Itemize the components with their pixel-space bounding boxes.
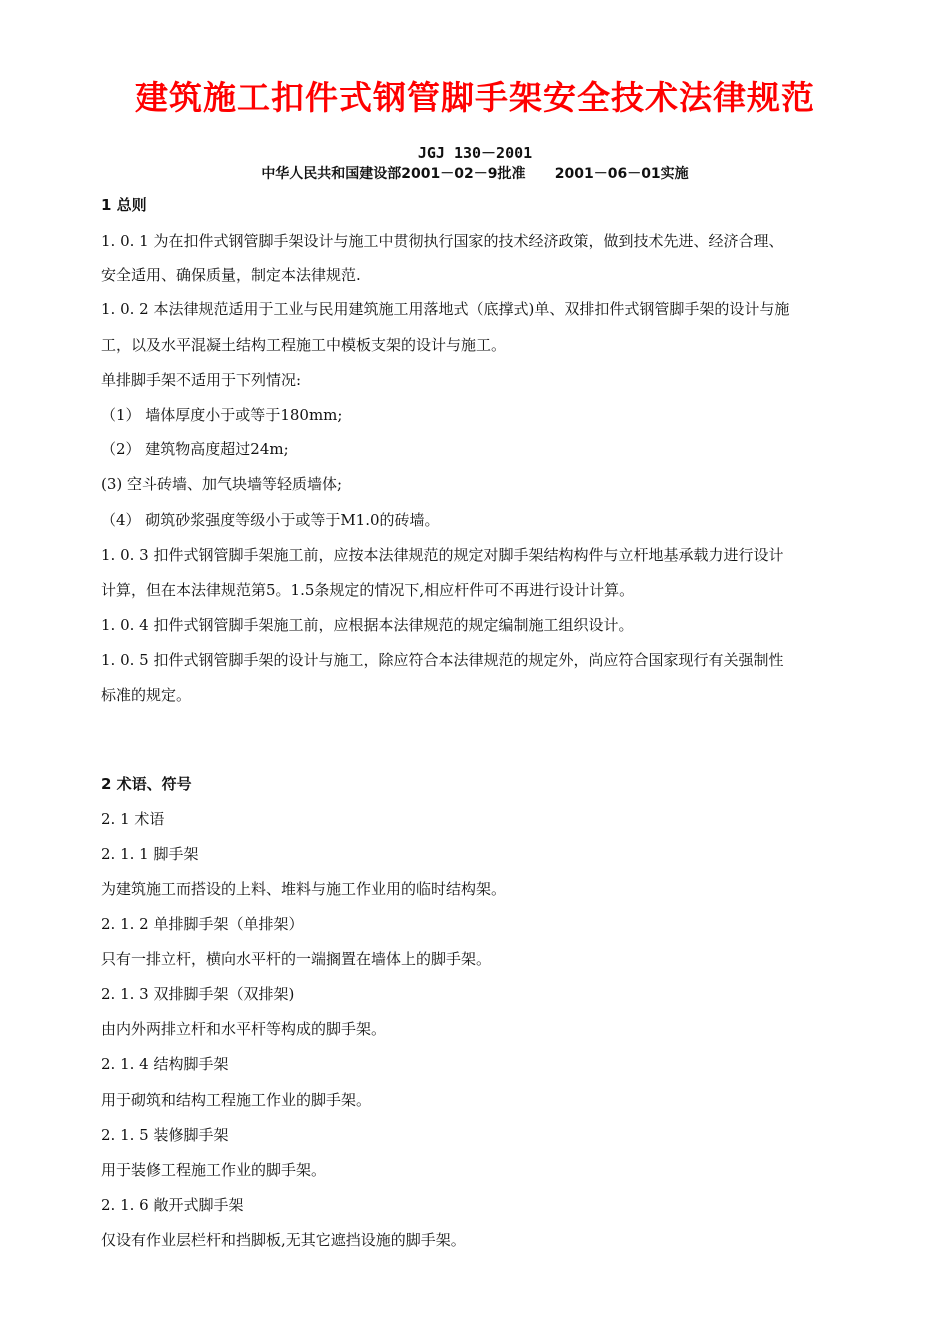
term-definition: 为建筑施工而搭设的上料、堆料与施工作业用的临时结构架。: [101, 880, 507, 898]
term-heading: 2. 1. 2 单排脚手架（单排架）: [101, 915, 304, 933]
list-item: (3) 空斗砖墙、加气块墙等轻质墙体;: [101, 475, 343, 493]
term-definition: 只有一排立杆，横向水平杆的一端搁置在墙体上的脚手架。: [101, 950, 492, 968]
term-definition: 由内外两排立杆和水平杆等构成的脚手架。: [101, 1020, 387, 1038]
term-heading: 2. 1. 6 敞开式脚手架: [101, 1196, 244, 1214]
list-item: （4） 砌筑砂浆强度等级小于或等于M1.0的砖墙。: [101, 511, 440, 529]
term-heading: 2. 1. 1 脚手架: [101, 845, 199, 863]
term-heading: 2. 1. 5 装修脚手架: [101, 1126, 229, 1144]
paragraph-line: 1. 0. 2 本法律规范适用于工业与民用建筑施工用落地式（底撑式)单、双排扣件式钢管脚手架的设计与施: [101, 300, 790, 318]
paragraph-line: 1. 0. 1 为在扣件式钢管脚手架设计与施工中贯彻执行国家的技术经济政策，做到技术先进、经济合理、: [101, 232, 784, 250]
paragraph-line: 工，以及水平混凝土结构工程施工中模板支架的设计与施工。: [101, 336, 507, 354]
term-definition: 用于砌筑和结构工程施工作业的脚手架。: [101, 1091, 372, 1109]
section-heading-terms: 2 术语、符号: [101, 775, 192, 793]
paragraph-line: 标准的规定。: [101, 686, 192, 704]
paragraph-line: 1. 0. 3 扣件式钢管脚手架施工前，应按本法律规范的规定对脚手架结构构件与立杆地基承载力进行设计: [101, 546, 784, 564]
term-definition: 用于装修工程施工作业的脚手架。: [101, 1161, 327, 1179]
term-definition: 仅设有作业层栏杆和挡脚板,无其它遮挡设施的脚手架。: [101, 1231, 466, 1249]
paragraph-line: 1. 0. 5 扣件式钢管脚手架的设计与施工，除应符合本法律规范的规定外，尚应符合国家现行有关强制性: [101, 651, 784, 669]
standard-code: JGJ 130－2001: [417, 144, 533, 162]
list-item: （2） 建筑物高度超过24m;: [101, 440, 289, 458]
approval-line: 中华人民共和国建设部2001－02－9批准 2001－06－01实施: [261, 166, 689, 182]
subsection-heading: 2. 1 术语: [101, 810, 165, 828]
paragraph-line: 单排脚手架不适用于下列情况:: [101, 371, 302, 389]
section-heading-general: 1 总则: [101, 196, 147, 214]
term-heading: 2. 1. 3 双排脚手架（双排架): [101, 985, 295, 1003]
paragraph-line: 1. 0. 4 扣件式钢管脚手架施工前，应根据本法律规范的规定编制施工组织设计。: [101, 616, 634, 634]
document-title: 建筑施工扣件式钢管脚手架安全技术法律规范: [135, 78, 815, 117]
paragraph-line: 安全适用、确保质量，制定本法律规范.: [101, 266, 361, 284]
paragraph-line: 计算，但在本法律规范第5。1.5条规定的情况下,相应杆件可不再进行设计计算。: [101, 581, 635, 599]
list-item: （1） 墙体厚度小于或等于180mm;: [101, 406, 343, 424]
term-heading: 2. 1. 4 结构脚手架: [101, 1055, 229, 1073]
